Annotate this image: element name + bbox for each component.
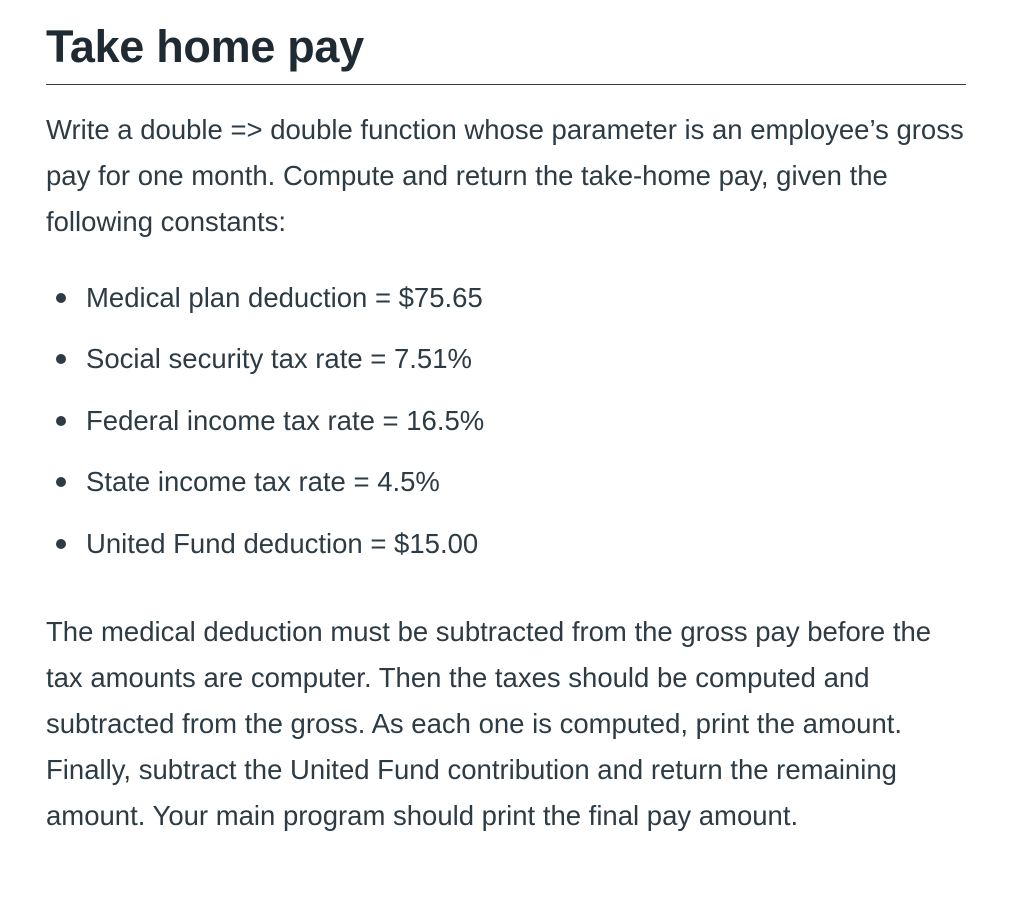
constant-label: Medical plan deduction = $75.65 bbox=[86, 281, 483, 313]
bullet-icon bbox=[56, 477, 66, 487]
constant-label: United Fund deduction = $15.00 bbox=[86, 527, 479, 559]
constant-label: Federal income tax rate = 16.5% bbox=[86, 404, 485, 436]
list-item bbox=[46, 267, 966, 329]
instructions-paragraph: The medical deduction must be subtracted from the gross pay before the tax amounts are computer. Then the taxes should be computed and subtracted from the gross. As each one is computed, print the amount. Finally, subtract the United Fund contribution and return the remaining amount. Your main program should print the final pay amount. bbox=[46, 615, 932, 831]
bullet-icon bbox=[56, 354, 66, 364]
list-item bbox=[46, 329, 966, 391]
intro-paragraph: Write a double => double function whose parameter is an employee’s gross pay for one month. Compute and return the take-home pay, given the following constants: bbox=[46, 114, 964, 237]
list-item bbox=[46, 452, 966, 514]
constant-label: State income tax rate = 4.5% bbox=[86, 466, 440, 498]
constant-label: Social security tax rate = 7.51% bbox=[86, 343, 472, 375]
constants-list bbox=[46, 267, 966, 575]
page-title: Take home pay bbox=[46, 21, 364, 72]
bullet-icon bbox=[56, 416, 66, 426]
bullet-icon bbox=[56, 293, 66, 303]
title-divider bbox=[46, 84, 966, 85]
list-item bbox=[46, 513, 966, 575]
list-item bbox=[46, 390, 966, 452]
bullet-icon bbox=[56, 539, 66, 549]
assignment-page bbox=[46, 18, 966, 839]
